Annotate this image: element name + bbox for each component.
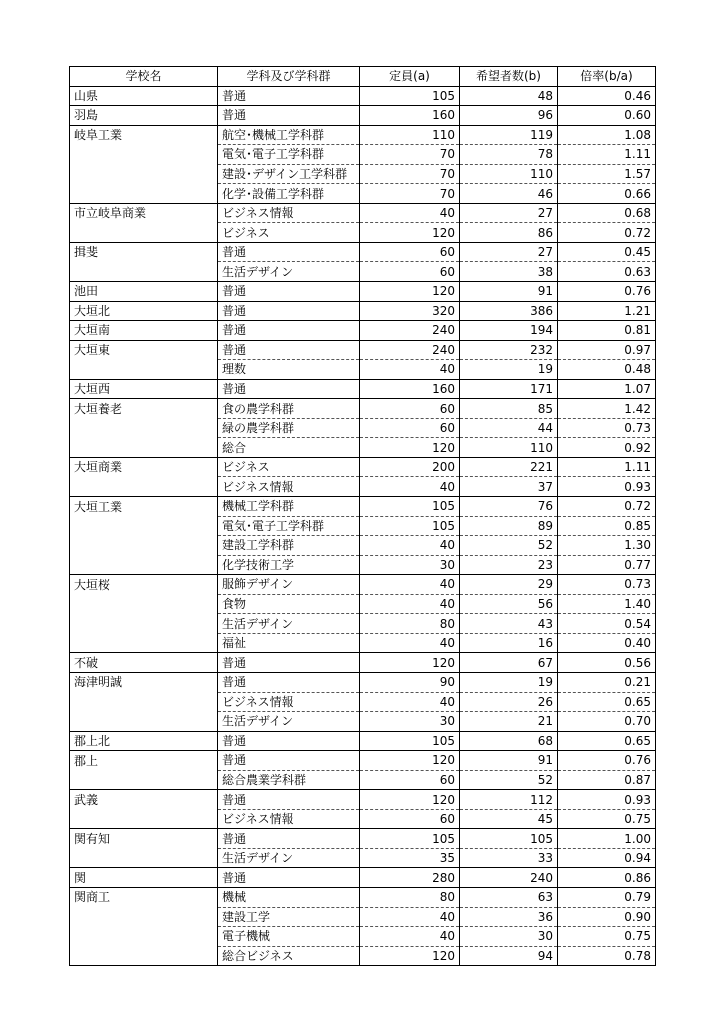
capacity-cell: 40 — [360, 594, 460, 614]
school-name: 大垣西 — [70, 379, 218, 399]
applicants-cell: 232 — [460, 340, 558, 360]
capacity-cell: 120 — [360, 946, 460, 966]
school-name-continuation — [70, 907, 218, 927]
table-row — [70, 731, 656, 751]
department-cell: 電子機械 — [218, 927, 360, 947]
ratio-cell: 0.54 — [558, 614, 656, 634]
department-cell: 生活デザイン — [218, 262, 360, 282]
ratio-cell: 1.07 — [558, 379, 656, 399]
table-row — [70, 594, 656, 614]
capacity-cell: 60 — [360, 242, 460, 262]
ratio-cell: 1.42 — [558, 399, 656, 419]
school-name: 関 — [70, 868, 218, 888]
department-cell: 総合 — [218, 438, 360, 458]
table-row — [70, 809, 656, 829]
school-name-continuation — [70, 164, 218, 184]
ratio-cell: 1.00 — [558, 829, 656, 849]
department-cell: ビジネス情報 — [218, 477, 360, 497]
department-cell: ビジネス — [218, 223, 360, 243]
capacity-cell: 60 — [360, 418, 460, 438]
department-cell: 化学技術工学 — [218, 555, 360, 575]
applicants-cell: 85 — [460, 399, 558, 419]
ratio-cell: 0.86 — [558, 868, 656, 888]
table-row — [70, 672, 656, 692]
capacity-cell: 105 — [360, 497, 460, 517]
capacity-cell: 60 — [360, 262, 460, 282]
table-row — [70, 692, 656, 712]
table-row — [70, 184, 656, 204]
capacity-cell: 120 — [360, 438, 460, 458]
applicants-cell: 194 — [460, 321, 558, 341]
applicants-cell: 96 — [460, 106, 558, 126]
capacity-cell: 30 — [360, 555, 460, 575]
applicants-cell: 52 — [460, 770, 558, 790]
table-row — [70, 614, 656, 634]
applicants-cell: 26 — [460, 692, 558, 712]
ratio-cell: 0.72 — [558, 223, 656, 243]
table-row — [70, 106, 656, 126]
capacity-cell: 200 — [360, 457, 460, 477]
school-name-continuation — [70, 184, 218, 204]
table-row — [70, 125, 656, 145]
table-row — [70, 712, 656, 732]
applicants-cell: 68 — [460, 731, 558, 751]
table-row — [70, 633, 656, 653]
table-row — [70, 848, 656, 868]
ratio-cell: 0.70 — [558, 712, 656, 732]
ratio-cell: 0.66 — [558, 184, 656, 204]
capacity-cell: 40 — [360, 575, 460, 595]
table-row — [70, 770, 656, 790]
capacity-cell: 40 — [360, 360, 460, 380]
capacity-cell: 80 — [360, 887, 460, 907]
department-cell: 電気･電子工学科群 — [218, 516, 360, 536]
ratio-cell: 0.79 — [558, 887, 656, 907]
table-row — [70, 379, 656, 399]
capacity-cell: 120 — [360, 282, 460, 302]
ratio-cell: 0.60 — [558, 106, 656, 126]
table-row — [70, 575, 656, 595]
table-row — [70, 751, 656, 771]
school-name-continuation — [70, 927, 218, 947]
ratio-cell: 0.21 — [558, 672, 656, 692]
ratio-cell: 0.97 — [558, 340, 656, 360]
department-cell: 普通 — [218, 653, 360, 673]
department-cell: 服飾デザイン — [218, 575, 360, 595]
header-ratio: 倍率(b/a) — [558, 67, 656, 87]
table-row — [70, 438, 656, 458]
table-row — [70, 86, 656, 106]
school-name: 大垣工業 — [70, 497, 218, 517]
applicants-cell: 221 — [460, 457, 558, 477]
capacity-cell: 120 — [360, 790, 460, 810]
applicants-cell: 110 — [460, 164, 558, 184]
school-name-continuation — [70, 477, 218, 497]
applicants-cell: 29 — [460, 575, 558, 595]
school-name-continuation — [70, 223, 218, 243]
applicants-cell: 112 — [460, 790, 558, 810]
applicants-cell: 21 — [460, 712, 558, 732]
school-name-continuation — [70, 614, 218, 634]
applicants-cell: 78 — [460, 145, 558, 165]
department-cell: 生活デザイン — [218, 712, 360, 732]
capacity-cell: 160 — [360, 379, 460, 399]
department-cell: 普通 — [218, 751, 360, 771]
applicants-cell: 91 — [460, 751, 558, 771]
department-cell: ビジネス情報 — [218, 809, 360, 829]
capacity-cell: 280 — [360, 868, 460, 888]
department-cell: 生活デザイン — [218, 614, 360, 634]
school-name-continuation — [70, 946, 218, 966]
ratio-cell: 0.68 — [558, 203, 656, 223]
capacity-cell: 240 — [360, 321, 460, 341]
table-row — [70, 340, 656, 360]
department-cell: 普通 — [218, 379, 360, 399]
capacity-cell: 40 — [360, 633, 460, 653]
ratio-cell: 0.93 — [558, 790, 656, 810]
ratio-cell: 0.45 — [558, 242, 656, 262]
department-cell: ビジネス情報 — [218, 692, 360, 712]
department-cell: 化学･設備工学科群 — [218, 184, 360, 204]
department-cell: 食物 — [218, 594, 360, 614]
table-row — [70, 946, 656, 966]
header-row — [70, 67, 656, 87]
capacity-cell: 240 — [360, 340, 460, 360]
department-cell: 普通 — [218, 672, 360, 692]
school-name-continuation — [70, 536, 218, 556]
ratio-cell: 1.08 — [558, 125, 656, 145]
applicants-cell: 110 — [460, 438, 558, 458]
applicants-cell: 91 — [460, 282, 558, 302]
table-row — [70, 360, 656, 380]
applicants-cell: 43 — [460, 614, 558, 634]
table-row — [70, 907, 656, 927]
ratio-cell: 0.75 — [558, 809, 656, 829]
applicants-cell: 76 — [460, 497, 558, 517]
school-name-continuation — [70, 594, 218, 614]
ratio-cell: 0.77 — [558, 555, 656, 575]
ratio-cell: 1.57 — [558, 164, 656, 184]
table-row — [70, 868, 656, 888]
department-cell: 普通 — [218, 301, 360, 321]
school-name: 羽島 — [70, 106, 218, 126]
school-name: 関商工 — [70, 887, 218, 907]
school-name-continuation — [70, 848, 218, 868]
school-name-continuation — [70, 262, 218, 282]
department-cell: 機械 — [218, 887, 360, 907]
department-cell: 理数 — [218, 360, 360, 380]
ratio-cell: 0.76 — [558, 282, 656, 302]
school-name-continuation — [70, 418, 218, 438]
capacity-cell: 70 — [360, 145, 460, 165]
applicants-cell: 30 — [460, 927, 558, 947]
ratio-cell: 0.94 — [558, 848, 656, 868]
school-name-continuation — [70, 770, 218, 790]
school-name-continuation — [70, 438, 218, 458]
table-row — [70, 829, 656, 849]
department-cell: 総合農業学科群 — [218, 770, 360, 790]
table-row — [70, 555, 656, 575]
department-cell: 普通 — [218, 790, 360, 810]
applicants-cell: 386 — [460, 301, 558, 321]
applicants-cell: 89 — [460, 516, 558, 536]
department-cell: 普通 — [218, 868, 360, 888]
department-cell: 普通 — [218, 829, 360, 849]
ratio-cell: 0.73 — [558, 418, 656, 438]
school-name-continuation — [70, 516, 218, 536]
department-cell: 機械工学科群 — [218, 497, 360, 517]
school-name: 大垣北 — [70, 301, 218, 321]
applicants-cell: 56 — [460, 594, 558, 614]
applicants-cell: 19 — [460, 672, 558, 692]
table-row — [70, 536, 656, 556]
table-row — [70, 145, 656, 165]
capacity-cell: 35 — [360, 848, 460, 868]
department-cell: 緑の農学科群 — [218, 418, 360, 438]
table-row — [70, 927, 656, 947]
applicants-cell: 33 — [460, 848, 558, 868]
table-row — [70, 282, 656, 302]
school-name: 海津明誠 — [70, 672, 218, 692]
capacity-cell: 60 — [360, 809, 460, 829]
table-row — [70, 203, 656, 223]
header-capacity: 定員(a) — [360, 67, 460, 87]
school-name-continuation — [70, 633, 218, 653]
ratio-cell: 0.93 — [558, 477, 656, 497]
applicants-cell: 52 — [460, 536, 558, 556]
school-name: 不破 — [70, 653, 218, 673]
table-row — [70, 262, 656, 282]
capacity-cell: 40 — [360, 477, 460, 497]
school-name-continuation — [70, 145, 218, 165]
school-name: 山県 — [70, 86, 218, 106]
ratio-cell: 0.90 — [558, 907, 656, 927]
capacity-cell: 120 — [360, 223, 460, 243]
table-row — [70, 242, 656, 262]
capacity-cell: 30 — [360, 712, 460, 732]
capacity-cell: 40 — [360, 536, 460, 556]
applicants-cell: 171 — [460, 379, 558, 399]
department-cell: 建設工学科群 — [218, 536, 360, 556]
school-name: 大垣東 — [70, 340, 218, 360]
capacity-cell: 105 — [360, 516, 460, 536]
applicants-cell: 63 — [460, 887, 558, 907]
school-name: 揖斐 — [70, 242, 218, 262]
capacity-cell: 110 — [360, 125, 460, 145]
school-name: 郡上北 — [70, 731, 218, 751]
applicants-cell: 67 — [460, 653, 558, 673]
table-row — [70, 301, 656, 321]
department-cell: 普通 — [218, 340, 360, 360]
table-row — [70, 418, 656, 438]
applicants-cell: 16 — [460, 633, 558, 653]
ratio-cell: 0.92 — [558, 438, 656, 458]
ratio-cell: 0.76 — [558, 751, 656, 771]
applicants-cell: 105 — [460, 829, 558, 849]
department-cell: 生活デザイン — [218, 848, 360, 868]
table-row — [70, 321, 656, 341]
department-cell: ビジネス — [218, 457, 360, 477]
school-name: 池田 — [70, 282, 218, 302]
table-row — [70, 164, 656, 184]
enrollment-table — [69, 66, 656, 966]
department-cell: 総合ビジネス — [218, 946, 360, 966]
school-name: 大垣桜 — [70, 575, 218, 595]
capacity-cell: 70 — [360, 164, 460, 184]
ratio-cell: 0.85 — [558, 516, 656, 536]
ratio-cell: 0.87 — [558, 770, 656, 790]
applicants-cell: 94 — [460, 946, 558, 966]
school-name: 市立岐阜商業 — [70, 203, 218, 223]
capacity-cell: 120 — [360, 751, 460, 771]
table-row — [70, 887, 656, 907]
header-school: 学校名 — [70, 67, 218, 87]
capacity-cell: 320 — [360, 301, 460, 321]
table-row — [70, 399, 656, 419]
school-name-continuation — [70, 692, 218, 712]
ratio-cell: 0.40 — [558, 633, 656, 653]
table-row — [70, 516, 656, 536]
applicants-cell: 119 — [460, 125, 558, 145]
table-row — [70, 790, 656, 810]
ratio-cell: 1.40 — [558, 594, 656, 614]
ratio-cell: 1.11 — [558, 457, 656, 477]
department-cell: 普通 — [218, 321, 360, 341]
ratio-cell: 0.63 — [558, 262, 656, 282]
ratio-cell: 0.48 — [558, 360, 656, 380]
table-row — [70, 653, 656, 673]
capacity-cell: 105 — [360, 829, 460, 849]
school-name: 岐阜工業 — [70, 125, 218, 145]
header-applicants: 希望者数(b) — [460, 67, 558, 87]
applicants-cell: 48 — [460, 86, 558, 106]
applicants-cell: 86 — [460, 223, 558, 243]
applicants-cell: 27 — [460, 203, 558, 223]
ratio-cell: 0.75 — [558, 927, 656, 947]
applicants-cell: 27 — [460, 242, 558, 262]
ratio-cell: 0.56 — [558, 653, 656, 673]
applicants-cell: 240 — [460, 868, 558, 888]
ratio-cell: 1.21 — [558, 301, 656, 321]
ratio-cell: 0.81 — [558, 321, 656, 341]
school-name-continuation — [70, 809, 218, 829]
department-cell: 建設工学 — [218, 907, 360, 927]
ratio-cell: 1.11 — [558, 145, 656, 165]
department-cell: 普通 — [218, 242, 360, 262]
capacity-cell: 160 — [360, 106, 460, 126]
school-name: 関有知 — [70, 829, 218, 849]
applicants-cell: 37 — [460, 477, 558, 497]
ratio-cell: 0.46 — [558, 86, 656, 106]
table-row — [70, 223, 656, 243]
ratio-cell: 1.30 — [558, 536, 656, 556]
capacity-cell: 60 — [360, 770, 460, 790]
ratio-cell: 0.65 — [558, 692, 656, 712]
applicants-cell: 36 — [460, 907, 558, 927]
school-name-continuation — [70, 555, 218, 575]
ratio-cell: 0.73 — [558, 575, 656, 595]
capacity-cell: 90 — [360, 672, 460, 692]
header-department: 学科及び学科群 — [218, 67, 360, 87]
school-name: 大垣養老 — [70, 399, 218, 419]
table-row — [70, 497, 656, 517]
capacity-cell: 40 — [360, 203, 460, 223]
ratio-cell: 0.65 — [558, 731, 656, 751]
capacity-cell: 120 — [360, 653, 460, 673]
capacity-cell: 40 — [360, 907, 460, 927]
capacity-cell: 70 — [360, 184, 460, 204]
department-cell: 電気･電子工学科群 — [218, 145, 360, 165]
capacity-cell: 40 — [360, 927, 460, 947]
applicants-cell: 19 — [460, 360, 558, 380]
department-cell: 普通 — [218, 731, 360, 751]
applicants-cell: 44 — [460, 418, 558, 438]
table-row — [70, 457, 656, 477]
capacity-cell: 105 — [360, 731, 460, 751]
capacity-cell: 80 — [360, 614, 460, 634]
applicants-cell: 38 — [460, 262, 558, 282]
applicants-cell: 23 — [460, 555, 558, 575]
ratio-cell: 0.72 — [558, 497, 656, 517]
school-name-continuation — [70, 712, 218, 732]
ratio-cell: 0.78 — [558, 946, 656, 966]
capacity-cell: 105 — [360, 86, 460, 106]
school-name: 郡上 — [70, 751, 218, 771]
applicants-cell: 46 — [460, 184, 558, 204]
school-name-continuation — [70, 360, 218, 380]
department-cell: 普通 — [218, 86, 360, 106]
department-cell: 普通 — [218, 282, 360, 302]
department-cell: 福祉 — [218, 633, 360, 653]
capacity-cell: 60 — [360, 399, 460, 419]
applicants-cell: 45 — [460, 809, 558, 829]
capacity-cell: 40 — [360, 692, 460, 712]
school-name: 大垣南 — [70, 321, 218, 341]
department-cell: 航空･機械工学科群 — [218, 125, 360, 145]
department-cell: ビジネス情報 — [218, 203, 360, 223]
school-name: 武義 — [70, 790, 218, 810]
department-cell: 普通 — [218, 106, 360, 126]
department-cell: 建設･デザイン工学科群 — [218, 164, 360, 184]
school-name: 大垣商業 — [70, 457, 218, 477]
department-cell: 食の農学科群 — [218, 399, 360, 419]
table-body — [70, 86, 656, 966]
table-row — [70, 477, 656, 497]
